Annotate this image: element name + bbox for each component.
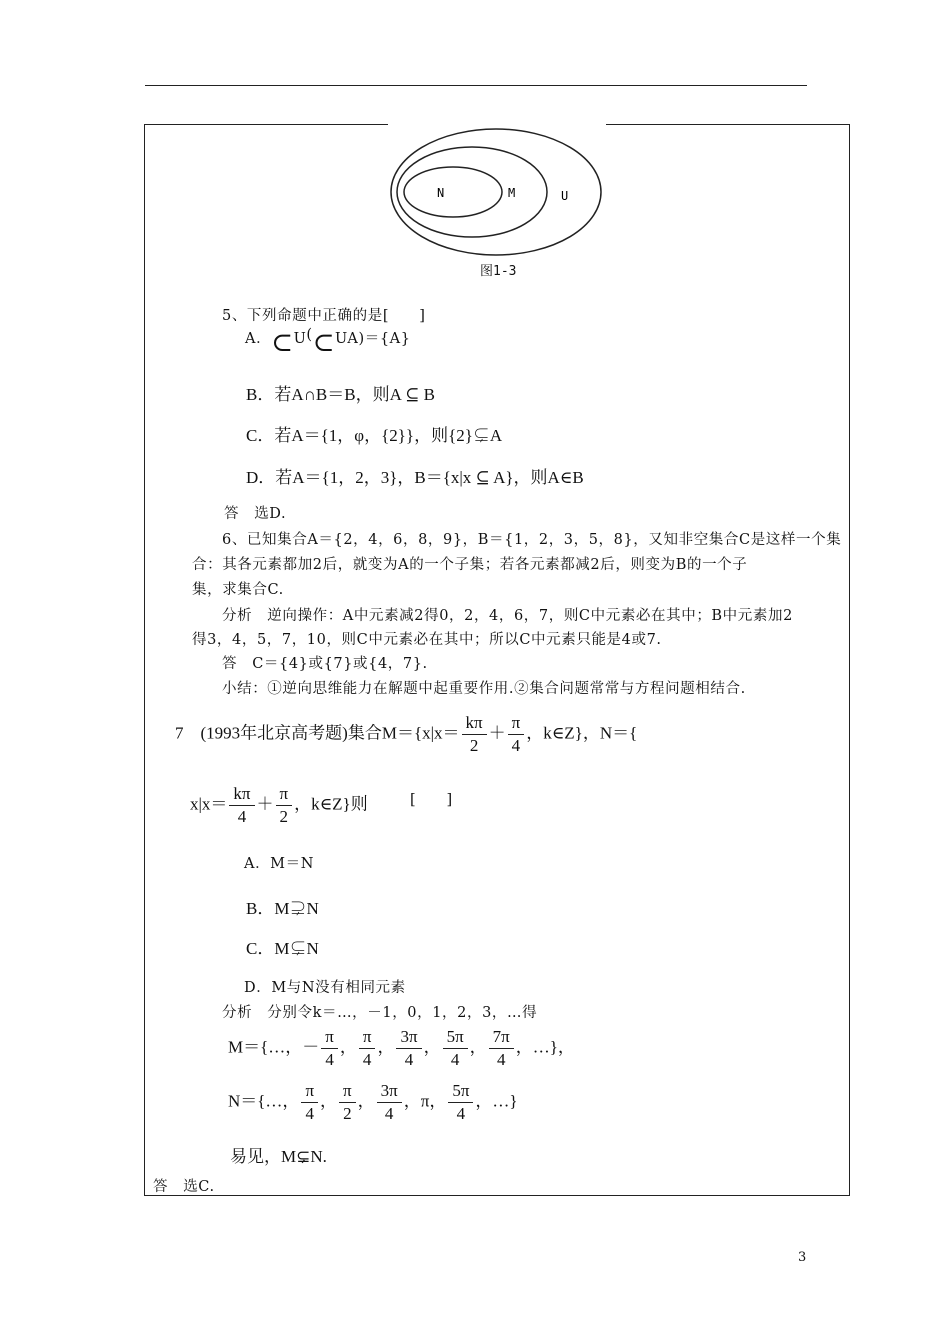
q5-a-prefix: A． (245, 331, 272, 347)
proper-superset-icon: ⊋ (289, 899, 307, 918)
numerator: 5π (443, 1026, 468, 1049)
label-u: U (561, 189, 569, 203)
q6-answer: 答 C＝{4}或{7}或{4，7}. (222, 656, 428, 672)
numerator: 7π (489, 1026, 514, 1049)
numerator: 3π (377, 1080, 402, 1103)
q6-line2: 合：其各元素都加2后，就变为A的一个子集；若各元素都减2后，则变为B的一个子 (192, 557, 748, 573)
set-u-ellipse (391, 129, 601, 255)
denominator: 4 (404, 1050, 414, 1069)
fraction (301, 1080, 318, 1125)
q7-b-pre: B．M (246, 899, 290, 918)
q7-conclusion (230, 1142, 327, 1167)
q7-stem-line2 (190, 783, 368, 828)
fraction (396, 1026, 421, 1071)
q5-a-rest: UA)＝{A} (335, 331, 411, 347)
fraction (276, 783, 293, 828)
set-m-ellipse (397, 147, 547, 237)
n-set-suffix: ，…} (475, 1091, 518, 1111)
numerator: 5π (448, 1080, 473, 1103)
denominator: 2 (279, 807, 289, 826)
q5-c-post: A (489, 426, 503, 445)
denominator: 4 (511, 736, 521, 755)
m-set-suffix: ，…}， (515, 1037, 575, 1057)
label-m: M (508, 186, 516, 200)
denominator: 4 (384, 1104, 394, 1123)
fraction (377, 1080, 402, 1125)
figure-caption: 图1-3 (480, 264, 517, 279)
proper-subset-icon: ⊊ (296, 1147, 311, 1166)
fraction (489, 1026, 514, 1071)
denominator: 2 (469, 736, 479, 755)
numerator: π (359, 1026, 376, 1049)
fraction (443, 1026, 468, 1071)
numerator: π (321, 1026, 338, 1049)
q5-option-a (245, 327, 411, 358)
q5-option-c (246, 421, 502, 446)
q7-bracket: [ ] (410, 792, 453, 808)
q6-analysis1: 分析 逆向操作：A中元素减2得0，2，4，6，7，则C中元素必在其中；B中元素加2 (222, 608, 793, 624)
fraction (508, 712, 525, 757)
plus-sign: ＋ (256, 794, 274, 814)
numerator: π (508, 712, 525, 735)
conclusion-pre: 易见，M (230, 1147, 297, 1166)
fraction (448, 1080, 473, 1125)
q7-c-post: N (306, 939, 319, 958)
q7-tail2: ，k∈Z}则 (294, 794, 368, 814)
label-n: N (437, 186, 445, 200)
pi-symbol: π (420, 1091, 430, 1111)
m-set-prefix: M＝{…，－ (228, 1037, 320, 1057)
q5-stem: 5、下列命题中正确的是[ ] (222, 308, 426, 324)
denominator: 4 (237, 807, 247, 826)
q5-answer: 答 选D. (224, 506, 287, 522)
n-set-line: N＝{…， $\frac{\pi}{4}$ ， $\frac{\pi}{2}$ ， $\frac{3\pi}{4}$ ，π， $\frac{5\pi}{4}$ ，…} (228, 1081, 518, 1123)
m-set-line: M＝{…，－ $\frac{\pi}{4}$ ， $\frac{\pi}{4}$ ， $\frac{3\pi}{4}$ ， $\frac{5\pi}{4}$ ， $\frac{7\pi}{4}$ ，…}， (228, 1027, 575, 1069)
proper-subset-icon: ⊊ (472, 426, 490, 445)
q5-a-paren: ( (306, 327, 313, 343)
fraction (339, 1080, 356, 1125)
frame-top-left (144, 124, 388, 125)
header-rule (145, 85, 807, 86)
fraction (462, 712, 487, 757)
venn-diagram (390, 126, 606, 276)
q7-option-c (246, 934, 319, 959)
q6-summary: 小结：①逆向思维能力在解题中起重要作用.②集合问题常常与方程问题相结合. (222, 681, 746, 697)
numerator: π (301, 1080, 318, 1103)
numerator: π (339, 1080, 356, 1103)
q6-line3: 集，求集合C. (192, 582, 284, 598)
numerator: kπ (462, 712, 487, 735)
fraction (359, 1026, 376, 1071)
proper-subset-icon: ⊊ (289, 939, 307, 958)
q5-option-d: D．若A＝{1，2，3}，B＝{x|x ⊆ A}，则A∈B (246, 468, 584, 487)
q7-stem (175, 712, 637, 757)
set-n-ellipse (404, 167, 502, 217)
q6-analysis2: 得3，4，5，7，10，则C中元素必在其中；所以C中元素只能是4或7. (192, 632, 662, 648)
fraction (321, 1026, 338, 1071)
denominator: 4 (456, 1104, 466, 1123)
denominator: 4 (450, 1050, 460, 1069)
q7-line2-head: x|x＝ (190, 794, 228, 814)
page-number: 3 (798, 1250, 807, 1265)
q7-answer: 答 选C. (153, 1179, 215, 1195)
n-set-prefix: N＝{…， (228, 1091, 300, 1111)
numerator: 3π (396, 1026, 421, 1049)
conclusion-post: N. (310, 1147, 327, 1166)
denominator: 4 (496, 1050, 506, 1069)
denominator: 4 (325, 1050, 334, 1069)
q5-c-pre: C．若A＝{1，φ，{2}}，则{2} (246, 426, 473, 445)
denominator: 4 (362, 1050, 372, 1069)
fraction (229, 783, 254, 828)
denominator: 2 (343, 1104, 352, 1123)
q7-option-a: A．M＝N (244, 856, 315, 872)
q5-option-b: B．若A∩B＝B，则A ⊆ B (246, 385, 435, 404)
numerator: kπ (229, 783, 254, 806)
complement-icon: ⊂ (312, 328, 336, 358)
q5-a-u1: U (293, 331, 307, 347)
q7-option-d: D．M与N没有相同元素 (244, 980, 406, 996)
numerator: π (276, 783, 293, 806)
q6-line1: 6、已知集合A＝{2，4，6，8，9}，B＝{1，2，3，5，8}，又知非空集合C是这样一个集 (222, 532, 842, 548)
q7-head: 7 (1993年北京高考题)集合M＝{x|x＝ (175, 723, 460, 743)
q7-b-post: N (306, 899, 319, 918)
q7-tail1: ，k∈Z}，N＝{ (526, 723, 638, 743)
q7-c-pre: C．M (246, 939, 290, 958)
frame-top-right (606, 124, 849, 125)
q7-analysis: 分析 分别令k＝…，－1，0，1，2，3，…得 (222, 1005, 538, 1021)
denominator: 4 (305, 1104, 314, 1123)
complement-icon: ⊂ (271, 328, 294, 358)
plus-sign: ＋ (488, 723, 506, 743)
q7-option-b (246, 894, 319, 919)
